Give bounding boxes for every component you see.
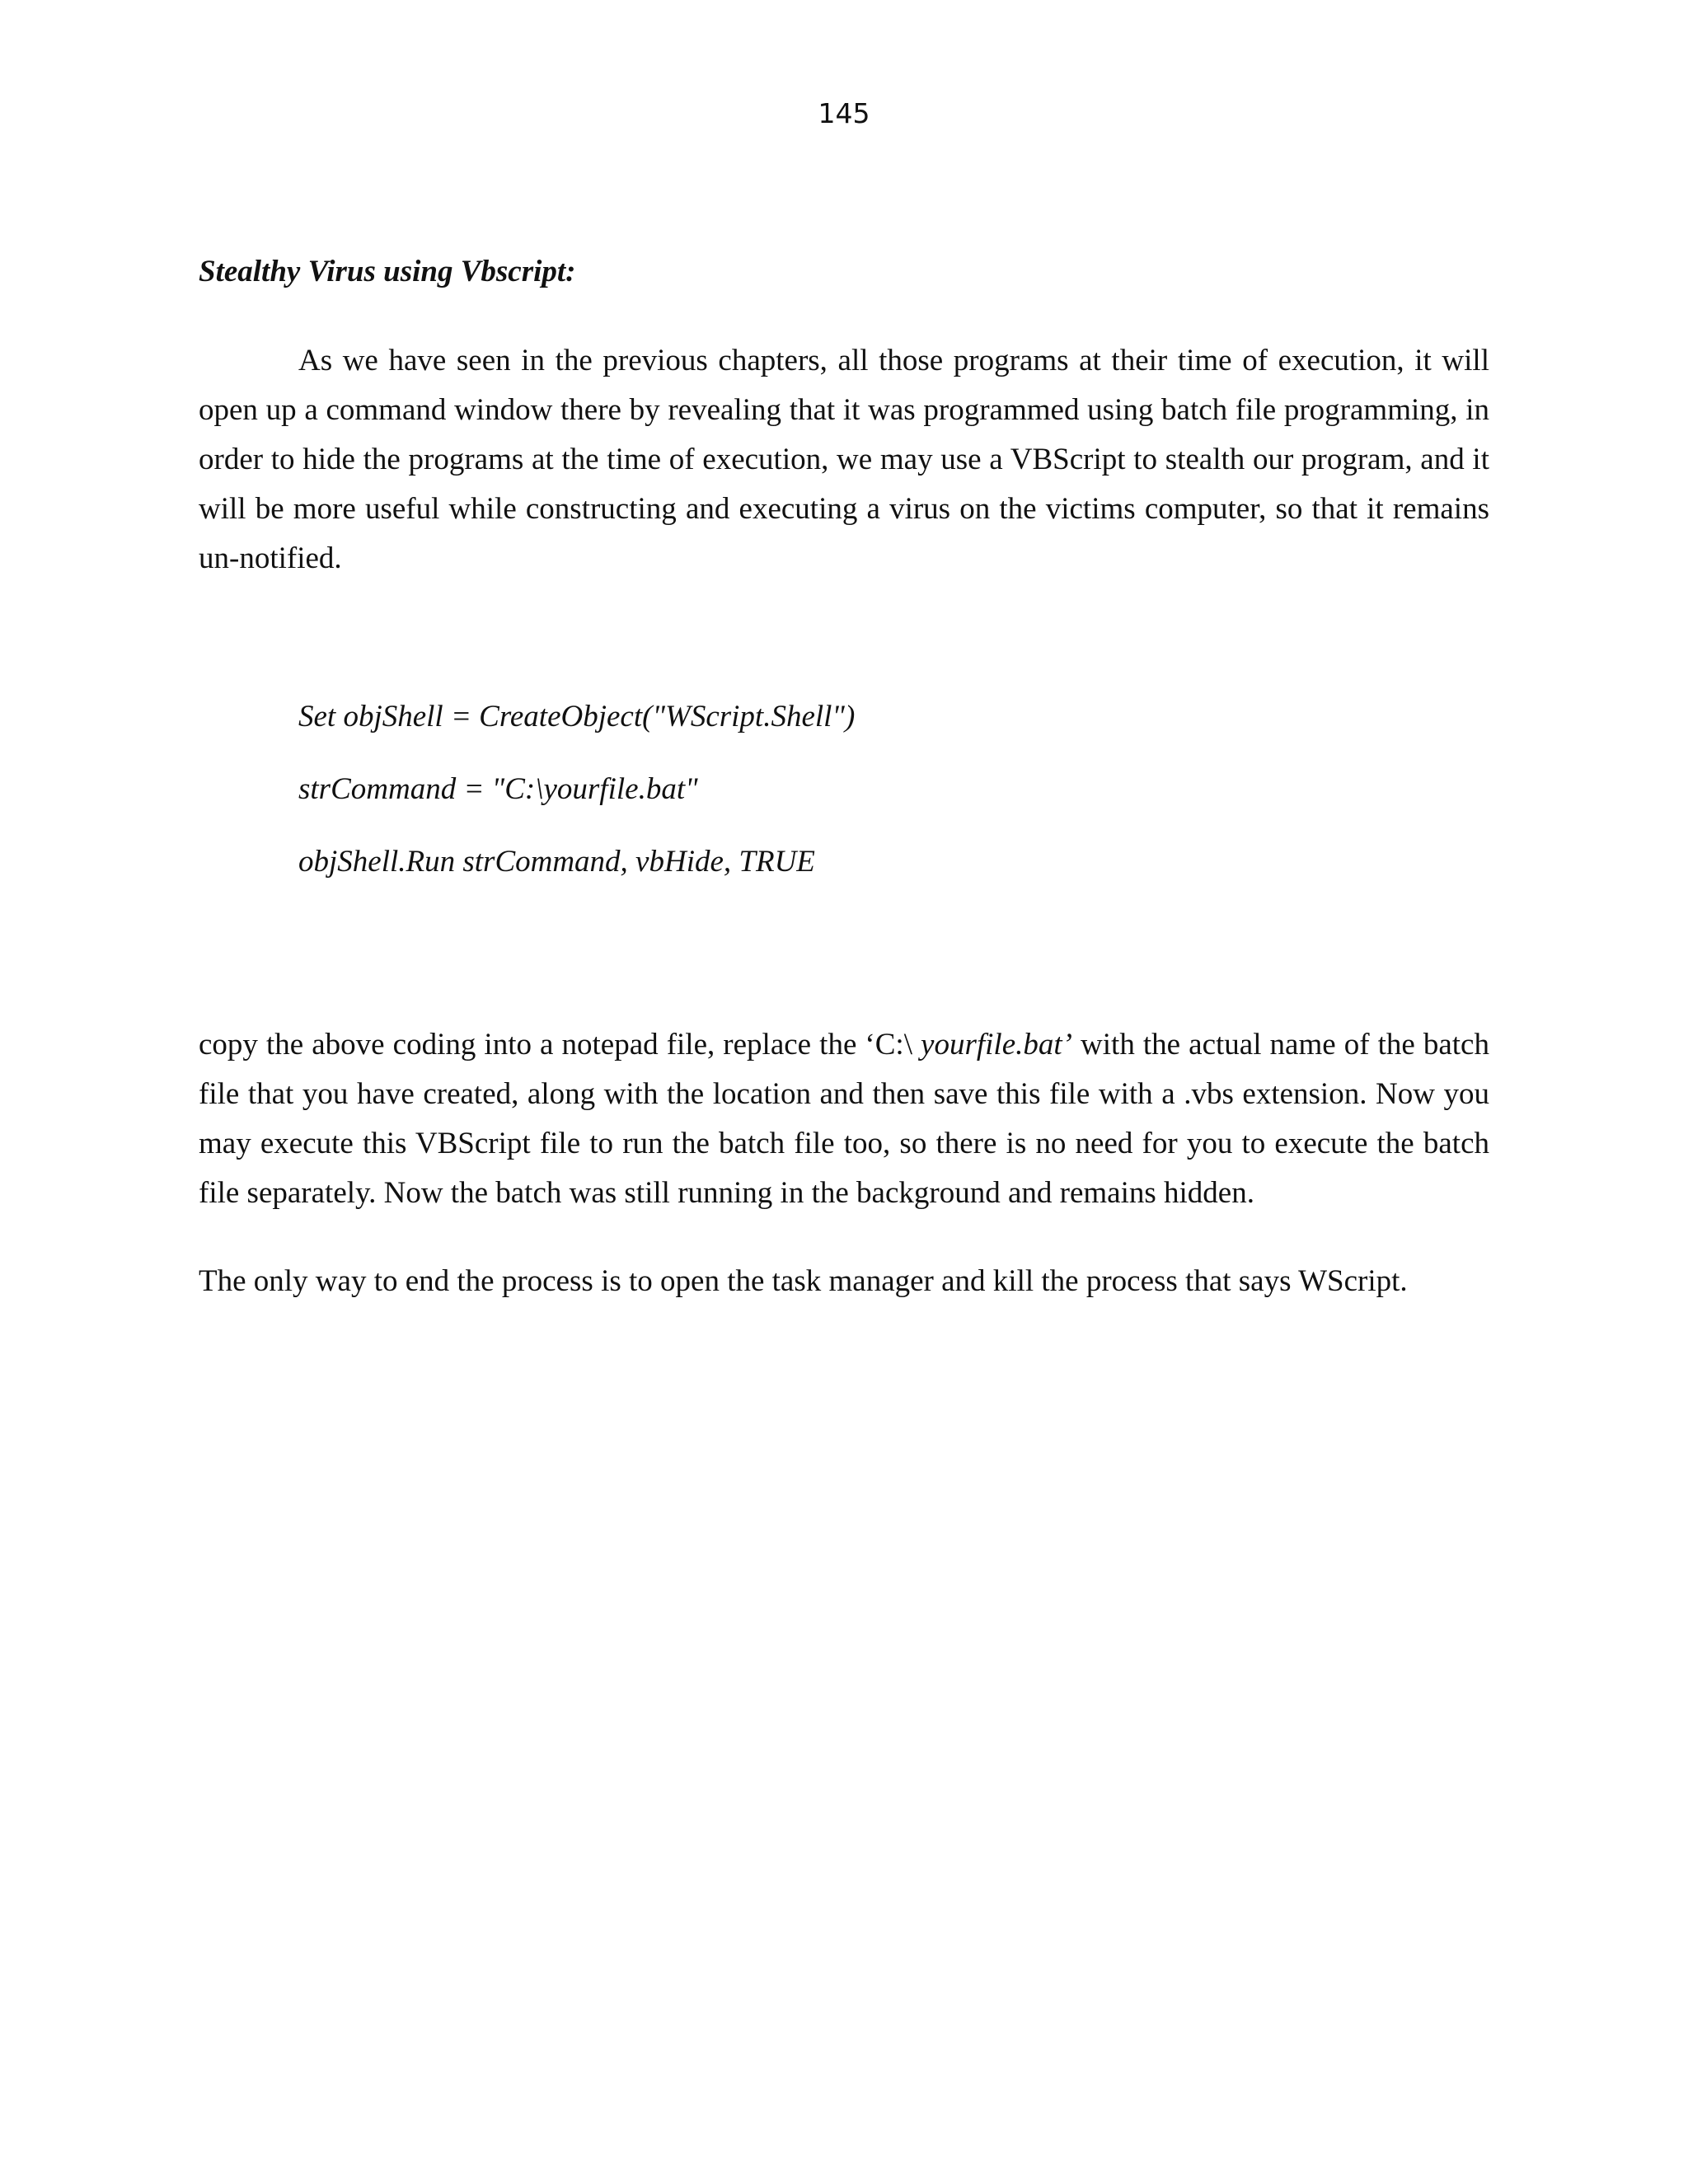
- instructions-paragraph: [199, 1020, 1489, 1218]
- filename-italic: yourfile.bat’: [921, 1028, 1072, 1062]
- code-line: Set objShell = CreateObject("WScript.Shell"): [298, 700, 856, 733]
- section-heading: Stealthy Virus using Vbscript:: [199, 255, 576, 288]
- closing-paragraph: The only way to end the process is to open the task manager and kill the process that says WScript.: [199, 1264, 1408, 1298]
- instructions-text-start: copy the above coding into a notepad file, replace the ‘C:\: [199, 1028, 921, 1062]
- code-line: strCommand = "C:\yourfile.bat": [298, 772, 698, 806]
- instructions-text-end: with the actual name of the batch file that you have created, along with the location and then save this file with a .vbs extension. Now you may execute this VBScript file to run the batch file too, so there is no need for you to execute the batch file separately. Now the batch was still running in the background and remains hidden.: [199, 1028, 1489, 1210]
- intro-paragraph: As we have seen in the previous chapters, all those programs at their time of execution, it will open up a command window there by revealing that it was programmed using batch file programming, in order to hide the programs at the time of execution, we may use a VBScript to stealth our program, and it will be more useful while constructing and executing a virus on the victims computer, so that it remains un-notified.: [199, 344, 1489, 575]
- code-block: [298, 697, 1370, 915]
- page-number: 145: [818, 97, 870, 129]
- code-line: objShell.Run strCommand, vbHide, TRUE: [298, 845, 815, 879]
